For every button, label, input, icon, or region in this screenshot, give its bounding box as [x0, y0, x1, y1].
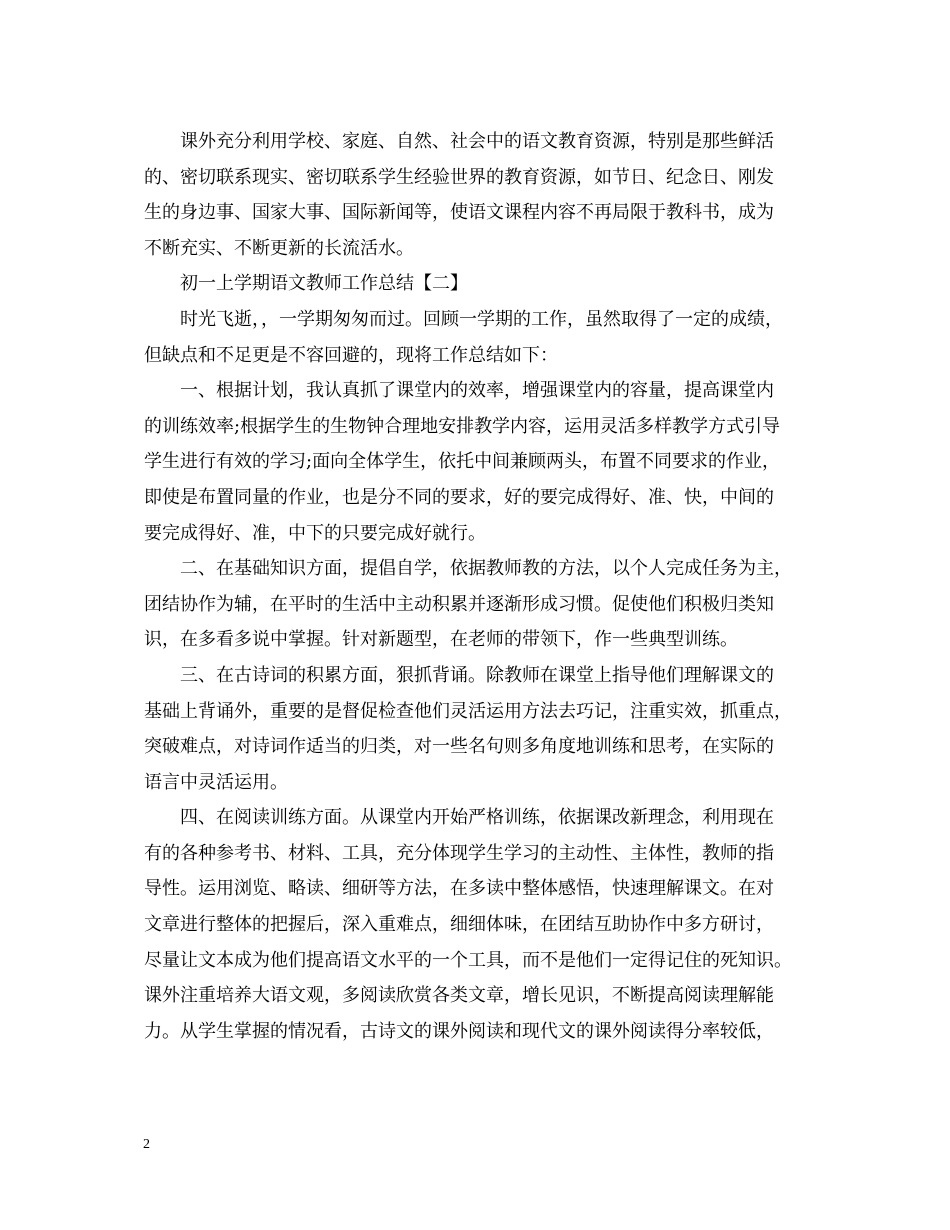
text-line: 识，在多看多说中掌握。针对新题型，在老师的带领下，作一些典型训练。 — [144, 629, 738, 651]
text-line: 的训练效率;根据学生的生物钟合理地安排教学内容，运用灵活多样教学方式引导 — [144, 415, 781, 437]
text-line: 学生进行有效的学习;面向全体学生，依托中间兼顾两头，布置不同要求的作业， — [144, 451, 781, 473]
text-line: 导性。运用浏览、略读、细研等方法，在多读中整体感悟，快速理解课文。在对 — [144, 878, 774, 900]
text-line: 但缺点和不足更是不容回避的，现将工作总结如下： — [144, 344, 558, 366]
text-line: 要完成得好、准，中下的只要完成好就行。 — [144, 522, 486, 544]
text-line: 语言中灵活运用。 — [144, 771, 288, 793]
text-line: 时光飞逝，，一学期匆匆而过。回顾一学期的工作，虽然取得了一定的成绩， — [180, 308, 783, 330]
text-line: 尽量让文本成为他们提高语文水平的一个工具，而不是他们一定得记住的死知识。 — [144, 949, 792, 971]
text-line: 的、密切联系现实、密切联系学生经验世界的教育资源，如节日、纪念日、刚发 — [144, 166, 774, 188]
text-line: 突破难点，对诗词作适当的归类，对一些名句则多角度地训练和思考，在实际的 — [144, 736, 774, 758]
text-line: 一、根据计划，我认真抓了课堂内的效率，增强课堂内的容量，提高课堂内 — [180, 380, 774, 402]
text-line: 即使是布置同量的作业，也是分不同的要求，好的要完成得好、准、快，中间的 — [144, 486, 774, 508]
text-line: 基础上背诵外，重要的是督促检查他们灵活运用方法去巧记，注重实效，抓重点， — [144, 700, 792, 722]
page-number: 2 — [143, 1137, 150, 1152]
text-line: 二、在基础知识方面，提倡自学，依据教师教的方法，以个人完成任务为主， — [180, 558, 792, 580]
text-line: 文章进行整体的把握后，深入重难点，细细体味，在团结互助协作中多方研讨， — [144, 914, 774, 936]
text-line: 课外充分利用学校、家庭、自然、社会中的语文教育资源，特别是那些鲜活 — [180, 131, 774, 152]
text-line: 力。从学生掌握的情况看，古诗文的课外阅读和现代文的课外阅读得分率较低， — [144, 1020, 774, 1042]
text-line: 四、在阅读训练方面。从课堂内开始严格训练，依据课改新理念，利用现在 — [180, 807, 774, 829]
text-line: 三、在古诗词的积累方面，狠抓背诵。除教师在课堂上指导他们理解课文的 — [180, 664, 774, 686]
text-line: 课外注重培养大语文观，多阅读欣赏各类文章，增长见识，不断提高阅读理解能 — [144, 985, 774, 1007]
text-line: 生的身边事、国家大事、国际新闻等，使语文课程内容不再局限于教科书，成为 — [144, 202, 774, 224]
text-line: 团结协作为辅，在平时的生活中主动积累并逐渐形成习惯。促使他们积极归类知 — [144, 593, 774, 615]
section-heading: 初一上学期语文教师工作总结【二】 — [180, 273, 468, 295]
document-body — [144, 124, 808, 1049]
text-line: 有的各种参考书、材料、工具，充分体现学生学习的主动性、主体性，教师的指 — [144, 842, 774, 864]
text-line: 不断充实、不断更新的长流活水。 — [144, 237, 414, 259]
